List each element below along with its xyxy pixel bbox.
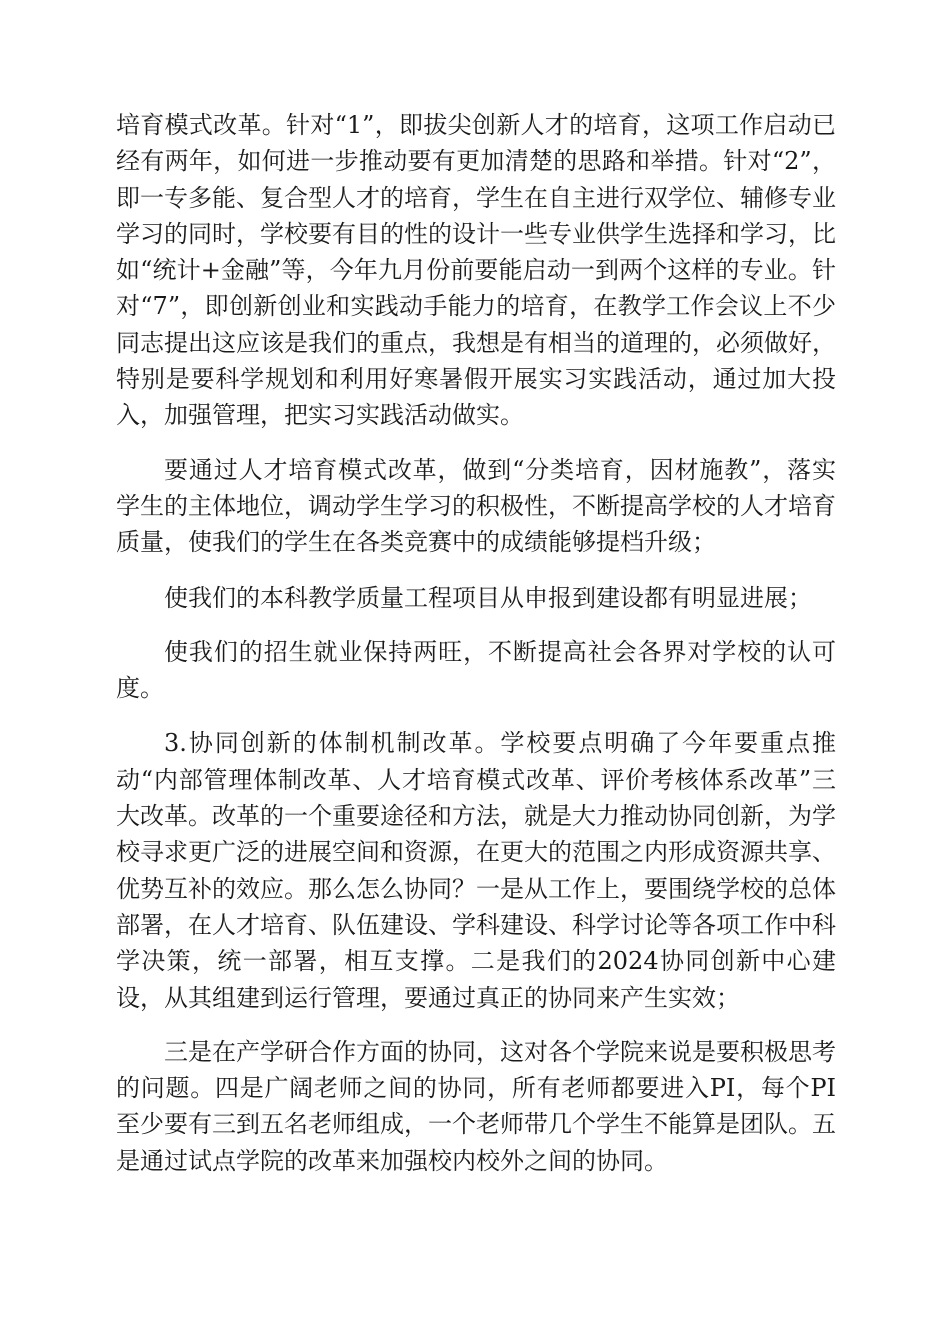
paragraph-collaborative-innovation: 3.协同创新的体制机制改革。学校要点明确了今年要重点推动“内部管理体制改革、人才培育模式改革、评价考核体系改革”三大改革。改革的一个重要途径和方法，就是大力推动协同创新，为学校寻求更广泛的进展空间和资源，在更大的范围之内形成资源共享、优势互补的效应。那么怎么协同？一是从工作上，要围绕学校的总体部署，在人才培育、队伍建设、学科建设、科学讨论等各项工作中科学决策，统一部署，相互支撑。二是我们的2024协同创新中心建设，从其组建到运行管理，要通过真正的协同来产生实效； (116, 729, 836, 1012)
paragraph-industry-collaboration: 三是在产学研合作方面的协同，这对各个学院来说是要积极思考的问题。四是广阔老师之间的协同，所有老师都要进入PI，每个PI至少要有三到五名老师组成，一个老师带几个学生不能算是团队。五是通过试点学院的改革来加强校内校外之间的协同。 (116, 1037, 836, 1175)
paragraph-talent-training-reform: 培育模式改革。针对“1”，即拔尖创新人才的培育，这项工作启动已经有两年，如何进一步推动要有更加清楚的思路和举措。针对“2”，即一专多能、复合型人才的培育，学生在自主进行双学位、辅修专业学习的同时，学校要有目的性的设计一些专业供学生选择和学习，比如“统计+金融”等，今年九月份前要能启动一到两个这样的专业。针对“7”，即创新创业和实践动手能力的培育，在教学工作会议上不少同志提出这应该是我们的重点，我想是有相当的道理的，必须做好，特别是要科学规划和利用好寒暑假开展实习实践活动，通过加大投入，加强管理，把实习实践活动做实。 (116, 111, 836, 430)
paragraph-classified-training: 要通过人才培育模式改革，做到“分类培育，因材施教”，落实学生的主体地位，调动学生学习的积极性，不断提高学校的人才培育质量，使我们的学生在各类竞赛中的成绩能够提档升级； (116, 455, 836, 557)
document-page (116, 107, 836, 1179)
paragraph-enrollment-employment: 使我们的招生就业保持两旺，不断提高社会各界对学校的认可度。 (116, 637, 836, 703)
paragraph-quality-project: 使我们的本科教学质量工程项目从申报到建设都有明显进展； (164, 583, 812, 612)
